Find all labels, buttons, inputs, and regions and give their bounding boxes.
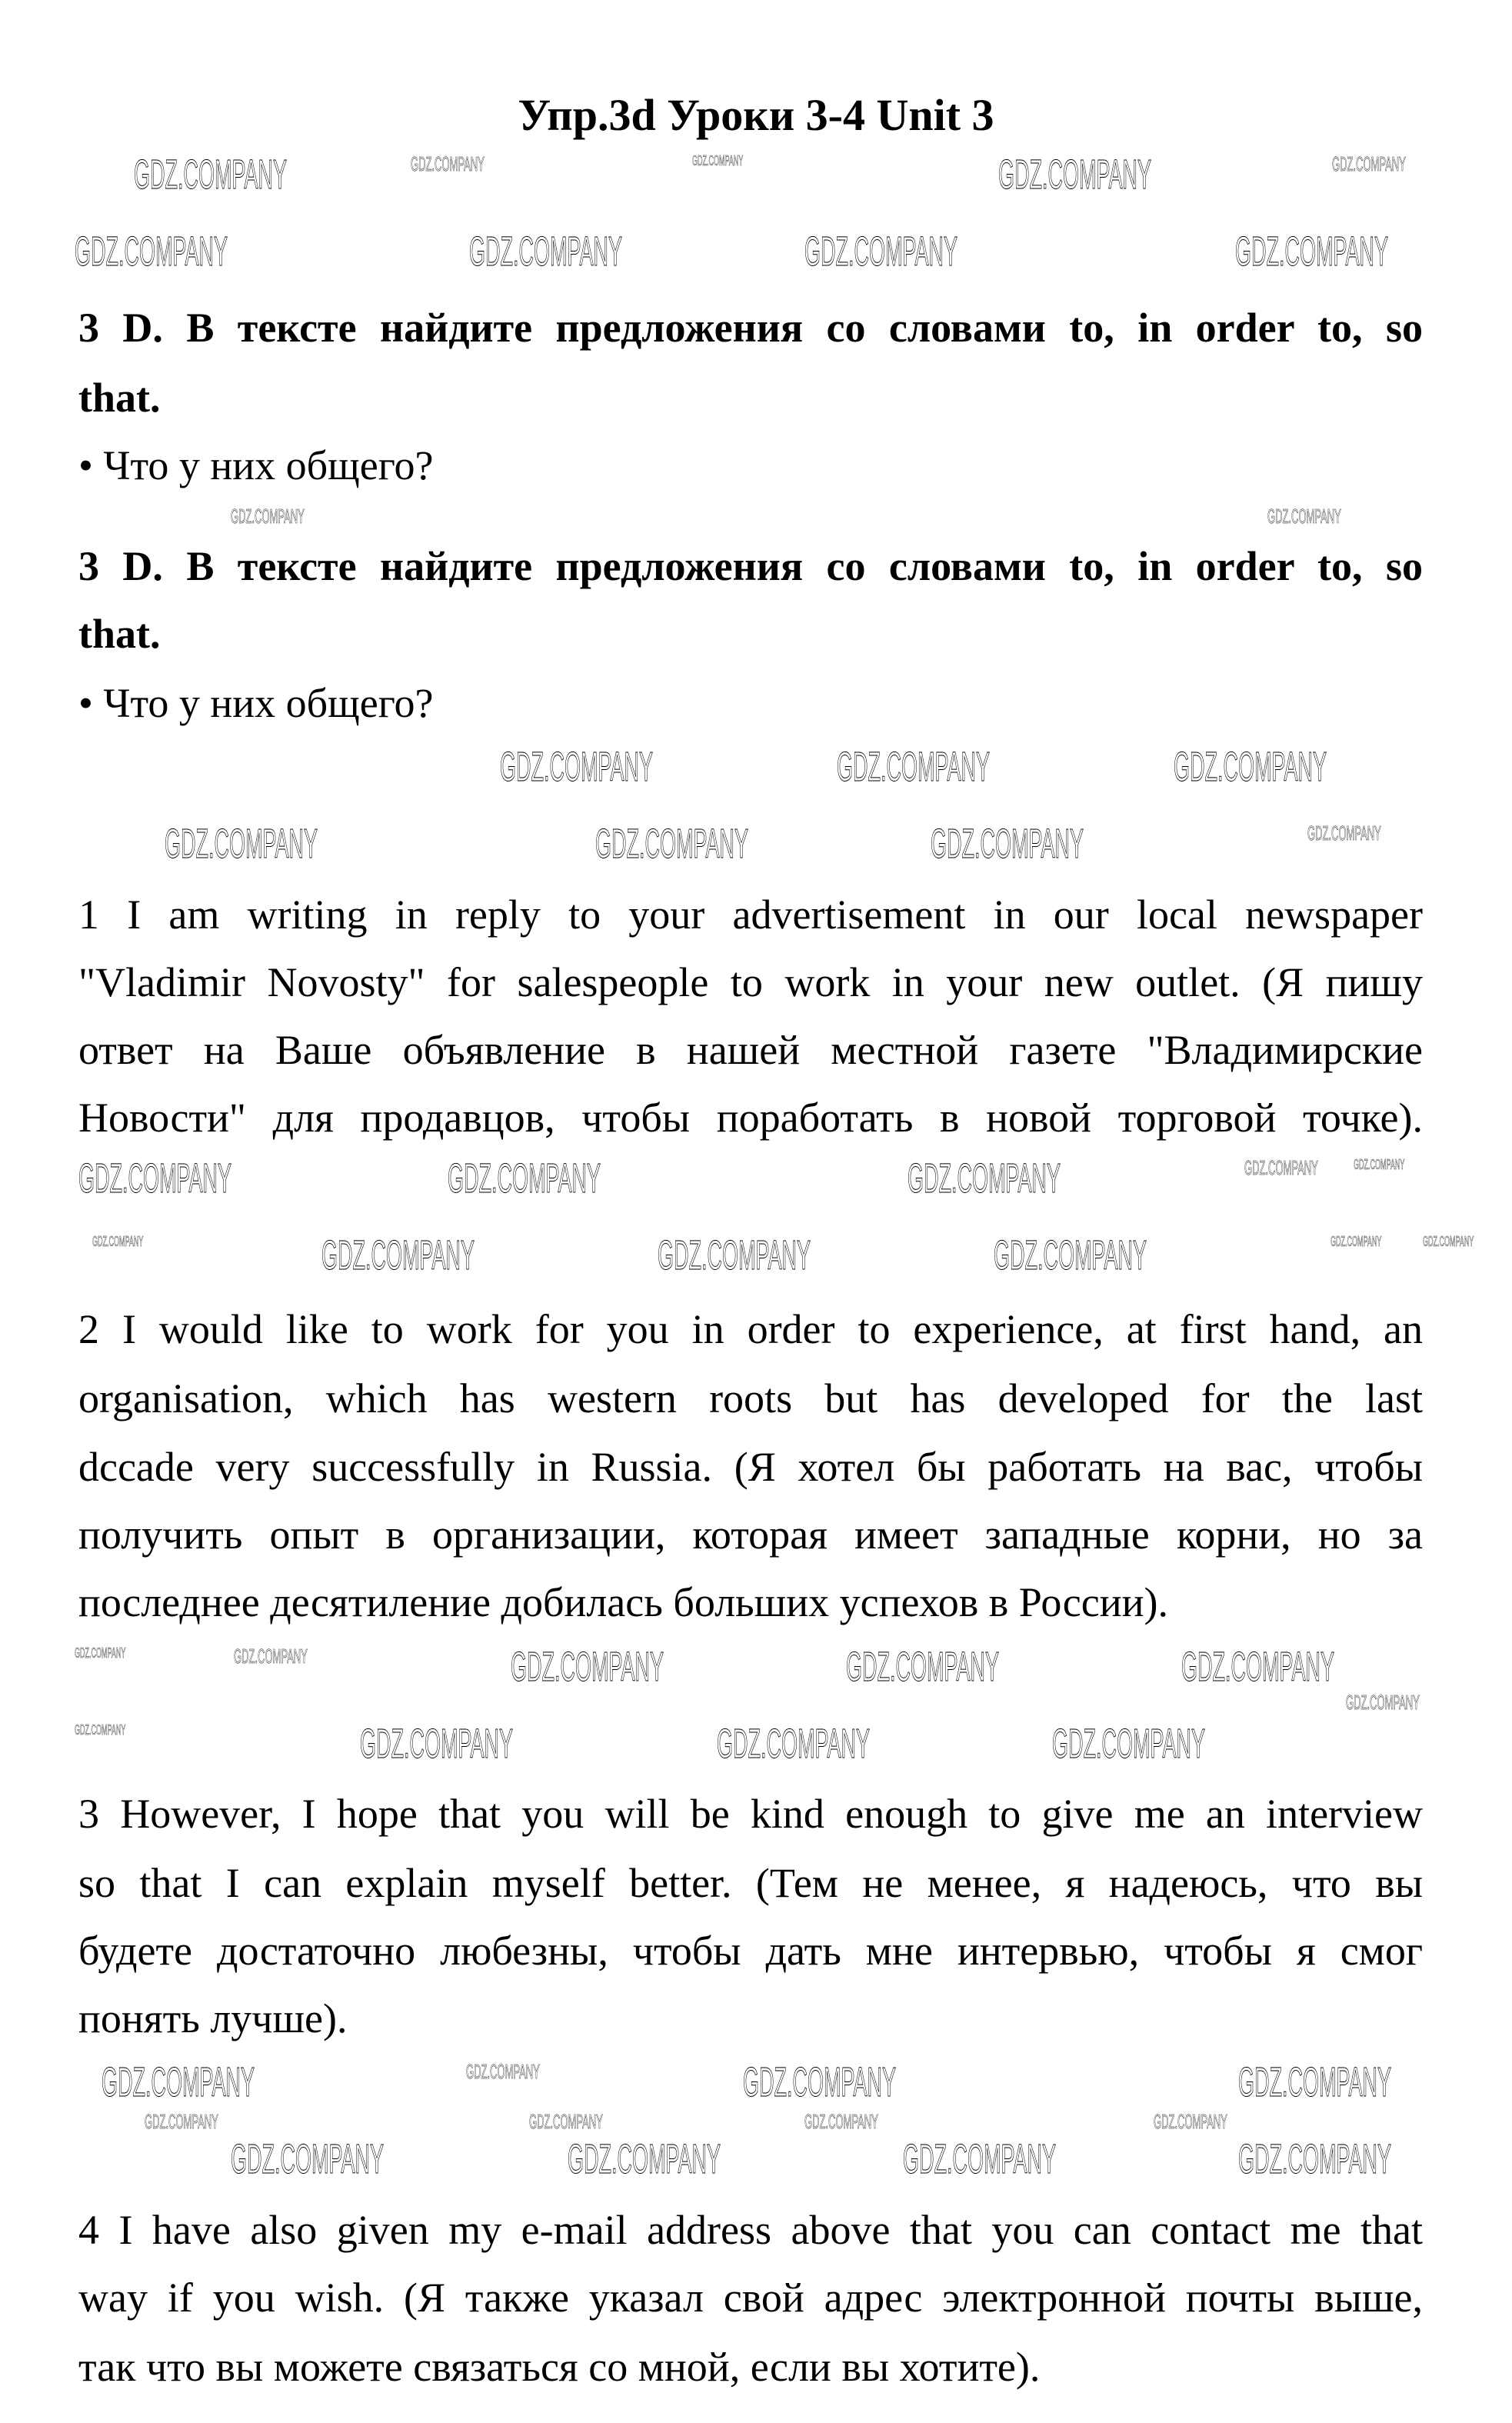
watermark: GDZ.COMPANY [102, 2059, 255, 2105]
watermark: GDZ.COMPANY [75, 228, 228, 275]
task-heading-line: 3 D. В тексте найдите предложения со словами to, in order to, so [78, 543, 1423, 589]
watermark: GDZ.COMPANY [998, 152, 1152, 198]
watermark: GDZ.COMPANY [1052, 1721, 1206, 1767]
watermark: GDZ.COMPANY [1235, 228, 1389, 275]
watermark: GDZ.COMPANY [1354, 1157, 1405, 1172]
watermark: GDZ.COMPANY [469, 228, 623, 275]
watermark: GDZ.COMPANY [500, 744, 654, 790]
watermark: GDZ.COMPANY [321, 1232, 475, 1278]
paragraph-line: получить опыт в организации, которая имеет западные корни, но за [78, 1511, 1423, 1558]
watermark: GDZ.COMPANY [994, 1232, 1147, 1278]
paragraph-line: 2 I would like to work for you in order to experience, at first hand, an [78, 1306, 1423, 1352]
paragraph-line: будете достаточно любезны, чтобы дать мне интервью, чтобы я смог [78, 1928, 1423, 1974]
paragraph-line: way if you wish. (Я также указал свой адрес электронной почты выше, [78, 2275, 1423, 2321]
watermark: GDZ.COMPANY [145, 2110, 218, 2133]
paragraph-line: понять лучше). [78, 1995, 348, 2041]
watermark: GDZ.COMPANY [511, 1644, 664, 1690]
watermark: GDZ.COMPANY [804, 228, 958, 275]
watermark: GDZ.COMPANY [1181, 1644, 1335, 1690]
watermark: GDZ.COMPANY [1330, 1234, 1382, 1249]
watermark: GDZ.COMPANY [903, 2136, 1057, 2182]
watermark: GDZ.COMPANY [908, 1155, 1061, 1202]
watermark: GDZ.COMPANY [75, 1722, 126, 1738]
watermark: GDZ.COMPANY [1346, 1691, 1420, 1714]
task-heading-line: that. [78, 611, 161, 657]
watermark: GDZ.COMPANY [1423, 1234, 1474, 1249]
paragraph-line: 4 I have also given my e-mail address above that you can contact me that [78, 2207, 1423, 2253]
watermark: GDZ.COMPANY [411, 152, 485, 175]
watermark: GDZ.COMPANY [692, 153, 744, 168]
watermark: GDZ.COMPANY [466, 2060, 540, 2083]
task-heading-line: 3 D. В тексте найдите предложения со словами to, in order to, so [78, 305, 1423, 351]
task-bullet: • Что у них общего? [78, 442, 434, 488]
watermark: GDZ.COMPANY [804, 2110, 878, 2133]
watermark: GDZ.COMPANY [931, 821, 1084, 867]
paragraph-line: Новости" для продавцов, чтобы поработать в новой торговой точке). [78, 1095, 1423, 1141]
watermark: GDZ.COMPANY [78, 1155, 232, 1202]
watermark: GDZ.COMPANY [448, 1155, 601, 1202]
watermark: GDZ.COMPANY [1154, 2110, 1227, 2133]
watermark: GDZ.COMPANY [1238, 2059, 1392, 2105]
watermark: GDZ.COMPANY [568, 2136, 721, 2182]
task-bullet: • Что у них общего? [78, 680, 434, 726]
watermark: GDZ.COMPANY [717, 1721, 871, 1767]
watermark: GDZ.COMPANY [231, 2136, 385, 2182]
watermark: GDZ.COMPANY [92, 1234, 144, 1249]
paragraph-line: so that I can explain myself better. (Тем не менее, я надеюсь, что вы [78, 1860, 1423, 1906]
paragraph-line: последнее десятиление добилась больших успехов в России). [78, 1579, 1168, 1625]
task-heading-line: that. [78, 375, 161, 421]
paragraph-line: dccade very successfully in Russia. (Я хотел бы работать на вас, чтобы [78, 1444, 1423, 1490]
watermark: GDZ.COMPANY [837, 744, 991, 790]
watermark: GDZ.COMPANY [658, 1232, 811, 1278]
watermark: GDZ.COMPANY [1307, 822, 1381, 845]
paragraph-line: так что вы можете связаться со мной, если вы хотите). [78, 2344, 1041, 2390]
watermark: GDZ.COMPANY [360, 1721, 514, 1767]
watermark: GDZ.COMPANY [1267, 505, 1341, 528]
paragraph-line: organisation, which has western roots but has developed for the last [78, 1375, 1423, 1421]
watermark: GDZ.COMPANY [846, 1644, 1000, 1690]
watermark: GDZ.COMPANY [1244, 1156, 1318, 1179]
watermark: GDZ.COMPANY [234, 1645, 308, 1668]
page-title: Упр.3d Уроки 3-4 Unit 3 [518, 90, 994, 140]
watermark: GDZ.COMPANY [1238, 2136, 1392, 2182]
watermark: GDZ.COMPANY [1332, 152, 1406, 175]
watermark: GDZ.COMPANY [529, 2110, 603, 2133]
watermark: GDZ.COMPANY [134, 152, 288, 198]
paragraph-line: 1 I am writing in reply to your advertisement in our local newspaper [78, 892, 1423, 938]
watermark: GDZ.COMPANY [595, 821, 749, 867]
watermark: GDZ.COMPANY [743, 2059, 897, 2105]
watermark: GDZ.COMPANY [1174, 744, 1327, 790]
watermark: GDZ.COMPANY [231, 505, 305, 528]
paragraph-line: ответ на Ваше объявление в нашей местной газете "Владимирские [78, 1027, 1423, 1073]
paragraph-line: 3 However, I hope that you will be kind enough to give me an interview [78, 1791, 1423, 1837]
watermark: GDZ.COMPANY [75, 1645, 126, 1661]
paragraph-line: "Vladimir Novosty" for salespeople to work in your new outlet. (Я пишу [78, 959, 1423, 1005]
watermark: GDZ.COMPANY [165, 821, 318, 867]
